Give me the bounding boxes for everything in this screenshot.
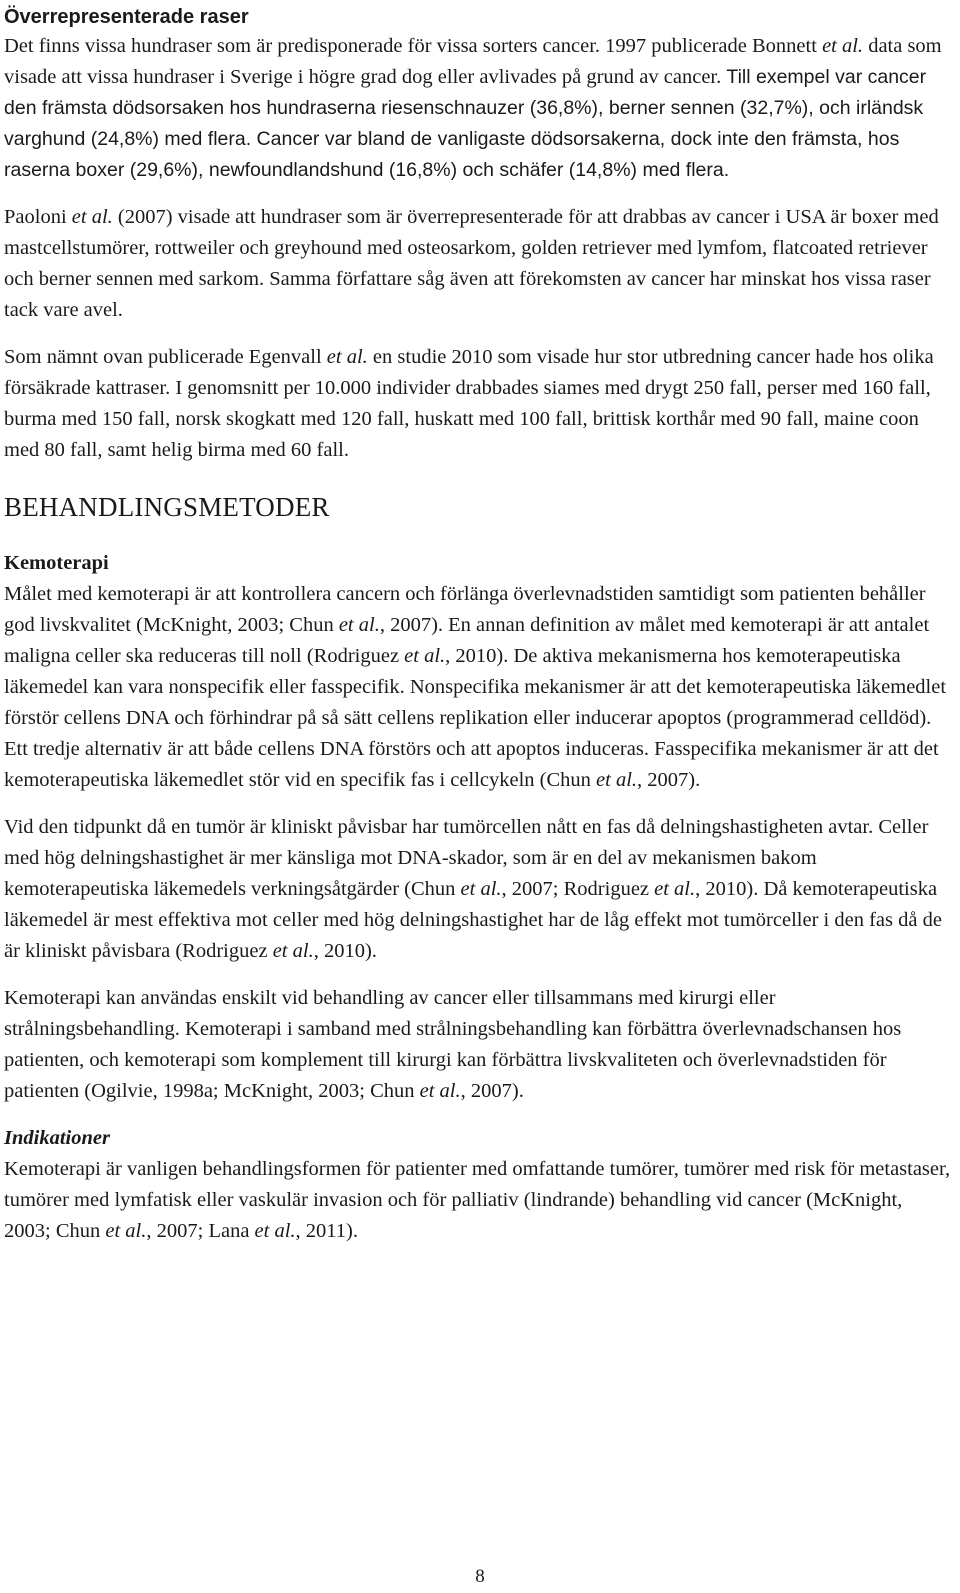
- italic-et-al: et al.: [71, 206, 113, 228]
- italic-et-al: et al.: [460, 878, 502, 900]
- italic-et-al: et al.: [654, 878, 696, 900]
- text-run: , 2007). En annan definition av målet med kemoterapi är att antalet maligna celler ska reduceras till noll (Rodriguez: [4, 614, 930, 667]
- italic-et-al: et al.: [326, 346, 368, 368]
- text-run: Det finns vissa hundraser som är predisponerade för vissa sorters cancer. 1997 publicerade Bonnett: [4, 35, 823, 57]
- text-run-sans: Till exempel var cancer den främsta dödsorsaken hos hundraserna riesenschnauzer (36,8%), berner sennen (32,7%), och irländsk varghund (24,8%) med flera. Cancer var bland de vanligaste dödsorsakerna, dock inte den främsta, hos raserna boxer (29,6%), newfoundlandshund (16,8%) och schäfer (14,8%) med flera.: [4, 66, 927, 181]
- subheading-indikationer: Indikationer: [4, 1127, 110, 1149]
- section-heading-overrepresenterade: Överrepresenterade raser: [4, 6, 249, 28]
- text-run: Målet med kemoterapi är att kontrollera cancern och förlänga överlevnadstiden samtidigt som patienten behåller god livskvalitet (McKnight, 2003; Chun: [4, 583, 926, 636]
- italic-et-al: et al.: [254, 1220, 296, 1242]
- text-run: , 2007; Rodriguez: [501, 878, 655, 900]
- text-run: , 2007).: [460, 1080, 524, 1102]
- italic-et-al: et al.: [338, 614, 380, 636]
- italic-et-al: et al.: [822, 35, 864, 57]
- text-run: , 2007).: [637, 769, 701, 791]
- italic-et-al: et al.: [596, 769, 638, 791]
- text-run: , 2010). Då kemoterapeutiska läkemedel är mest effektiva mot celler med hög delningshastighet har de låg effekt mot tumörceller i den fas då de är kliniskt påvisbara (Rodriguez: [4, 878, 942, 962]
- document-page: [4, 4, 954, 1247]
- text-run: Kemoterapi är vanligen behandlingsformen för patienter med omfattande tumörer, tumörer med risk för metastaser, tumörer med lymfatisk eller vaskulär invasion och för palliativ (lindrande) behandling vid cancer (McKnight, 2003; Chun: [4, 1158, 951, 1242]
- text-run: en studie 2010 som visade hur stor utbredning cancer hade hos olika försäkrade kattraser. I genomsnitt per 10.000 individer drabbades siames med drygt 250 fall, perser med 160 fall, burma med 150 fall, norsk skogkatt med 120 fall, huskatt med 100 fall, brittisk korthår med 90 fall, maine coon med 80 fall, samt helig birma med 60 fall.: [4, 346, 934, 461]
- text-run: (2007) visade att hundraser som är överrepresenterade för att drabbas av cancer i USA är boxer med mastcellstumörer, rottweiler och greyhound med osteosarkom, golden retriever med lymfom, flatcoated retriever och berner sennen med sarkom. Samma författare såg även att förekomsten av cancer har minskat hos vissa raser tack vare avel.: [4, 206, 939, 321]
- italic-et-al: et al.: [272, 940, 314, 962]
- italic-et-al: et al.: [404, 645, 446, 667]
- text-run: data som visade att vissa hundraser i Sverige i högre grad dog eller avlivades på grund av cancer.: [4, 35, 942, 88]
- text-run: , 2011).: [295, 1220, 358, 1242]
- text-run: Paoloni: [4, 206, 72, 228]
- text-run: Som nämnt ovan publicerade Egenvall: [4, 346, 327, 368]
- page-number: 8: [475, 1566, 485, 1587]
- paragraph-kemoterapi-mal: [4, 579, 954, 796]
- italic-et-al: et al.: [419, 1080, 461, 1102]
- text-run: , 2007; Lana: [146, 1220, 255, 1242]
- italic-et-al: et al.: [105, 1220, 147, 1242]
- paragraph-indikationer: [4, 1154, 954, 1247]
- paragraph-paoloni: [4, 202, 954, 326]
- text-run: , 2010). De aktiva mekanismerna hos kemoterapeutiska läkemedel kan vara nonspecifik eller fasspecifik. Nonspecifika mekanismer är att det kemoterapeutiska läkemedlet förstör cellens DNA och förhindrar på så sätt cellens replikation eller inducerar apoptos (programmerad celldöd). Ett tredje alternativ är att både cellens DNA förstörs och att apoptos induceras. Fasspecifika mekanismer är att det kemoterapeutiska läkemedlet stör vid en specifik fas i cellcykeln (Chun: [4, 645, 947, 791]
- text-run: Kemoterapi kan användas enskilt vid behandling av cancer eller tillsammans med kirurgi eller strålningsbehandling. Kemoterapi i samband med strålningsbehandling kan förbättra överlevnadschansen hos patienten, och kemoterapi som komplement till kirurgi kan förbättra livskvaliteten och överlevnadstiden för patienten (Ogilvie, 1998a; McKnight, 2003; Chun: [4, 987, 902, 1102]
- subheading-kemoterapi: Kemoterapi: [4, 552, 109, 574]
- text-run: Vid den tidpunkt då en tumör är kliniskt påvisbar har tumörcellen nått en fas då delningshastigheten avtar. Celler med hög delningshastighet är mer känsliga mot DNA-skador, som är en del av mekanismen bakom kemoterapeutiska läkemedels verkningsåtgärder (Chun: [4, 816, 929, 900]
- paragraph-egenvall: [4, 342, 954, 466]
- paragraph-intro: [4, 31, 954, 186]
- text-run: , 2010).: [313, 940, 377, 962]
- paragraph-kombination: [4, 983, 954, 1107]
- section-heading-behandlingsmetoder: BEHANDLINGSMETODER: [4, 492, 330, 522]
- paragraph-tidpunkt: [4, 812, 954, 967]
